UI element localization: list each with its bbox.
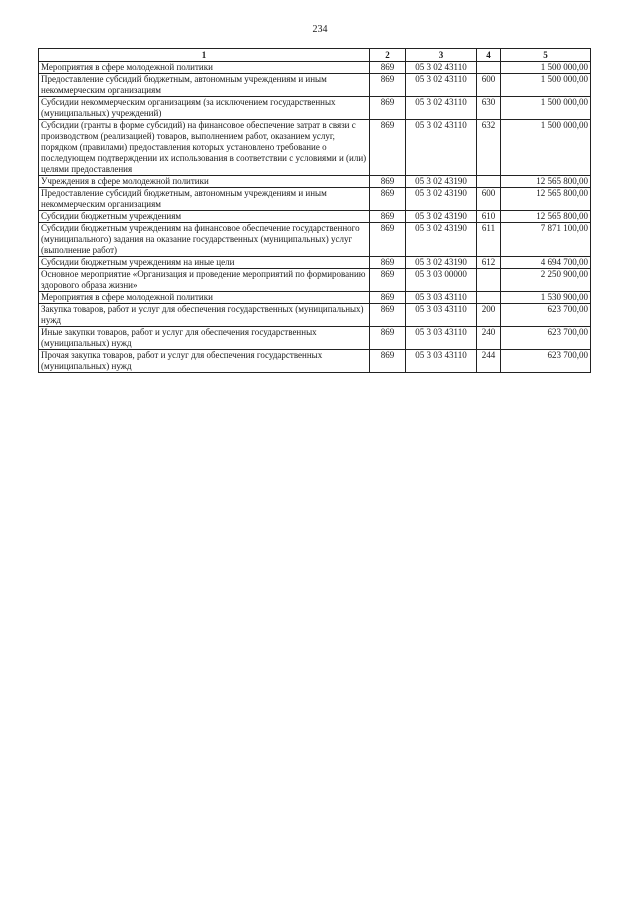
row-name-cell: Субсидии бюджетным учреждениям (39, 211, 370, 223)
row-article-cell: 05 3 03 43110 (406, 350, 477, 373)
row-type-cell (477, 62, 501, 74)
table-row (39, 350, 591, 373)
row-name-cell: Субсидии бюджетным учреждениям на финансовое обеспечение государственного (муниципального) задания на оказание государственных (муниципальных) услуг (выполнение работ) (39, 223, 370, 257)
row-code-cell: 869 (370, 62, 406, 74)
row-code-cell: 869 (370, 327, 406, 350)
column-header-5: 5 (501, 49, 591, 62)
row-type-cell: 244 (477, 350, 501, 373)
row-code-cell: 869 (370, 120, 406, 176)
table-row (39, 176, 591, 188)
row-amount-cell: 1 500 000,00 (501, 62, 591, 74)
row-article-cell: 05 3 02 43110 (406, 74, 477, 97)
row-article-cell: 05 3 02 43190 (406, 257, 477, 269)
table-header-row (39, 49, 591, 62)
row-article-cell: 05 3 03 43110 (406, 304, 477, 327)
row-type-cell: 200 (477, 304, 501, 327)
row-amount-cell: 1 500 000,00 (501, 74, 591, 97)
row-article-cell: 05 3 02 43110 (406, 120, 477, 176)
row-article-cell: 05 3 03 43110 (406, 327, 477, 350)
row-article-cell: 05 3 02 43190 (406, 188, 477, 211)
page-number: 234 (312, 24, 328, 35)
table-row (39, 188, 591, 211)
table-row (39, 62, 591, 74)
row-name-cell: Предоставление субсидий бюджетным, автономным учреждениям и иным некоммерческим организациям (39, 74, 370, 97)
column-header-2: 2 (370, 49, 406, 62)
row-name-cell: Субсидии бюджетным учреждениям на иные цели (39, 257, 370, 269)
table-row (39, 327, 591, 350)
row-name-cell: Мероприятия в сфере молодежной политики (39, 62, 370, 74)
column-header-4: 4 (477, 49, 501, 62)
table-row (39, 292, 591, 304)
row-amount-cell: 1 530 900,00 (501, 292, 591, 304)
row-name-cell: Субсидии некоммерческим организациям (за исключением государственных (муниципальных) учреждений) (39, 97, 370, 120)
row-amount-cell: 1 500 000,00 (501, 97, 591, 120)
row-code-cell: 869 (370, 292, 406, 304)
row-name-cell: Мероприятия в сфере молодежной политики (39, 292, 370, 304)
row-type-cell: 632 (477, 120, 501, 176)
row-type-cell (477, 176, 501, 188)
row-code-cell: 869 (370, 74, 406, 97)
row-type-cell: 610 (477, 211, 501, 223)
table-row (39, 257, 591, 269)
row-code-cell: 869 (370, 257, 406, 269)
row-code-cell: 869 (370, 269, 406, 292)
row-code-cell: 869 (370, 211, 406, 223)
row-name-cell: Иные закупки товаров, работ и услуг для обеспечения государственных (муниципальных) нужд (39, 327, 370, 350)
row-amount-cell: 623 700,00 (501, 350, 591, 373)
row-name-cell: Прочая закупка товаров, работ и услуг для обеспечения государственных (муниципальных) нужд (39, 350, 370, 373)
budget-table (38, 48, 591, 373)
row-type-cell (477, 292, 501, 304)
row-code-cell: 869 (370, 223, 406, 257)
row-article-cell: 05 3 03 00000 (406, 269, 477, 292)
row-type-cell: 611 (477, 223, 501, 257)
row-code-cell: 869 (370, 304, 406, 327)
table-row (39, 304, 591, 327)
row-name-cell: Предоставление субсидий бюджетным, автономным учреждениям и иным некоммерческим организациям (39, 188, 370, 211)
row-type-cell (477, 269, 501, 292)
row-amount-cell: 12 565 800,00 (501, 188, 591, 211)
row-code-cell: 869 (370, 176, 406, 188)
row-type-cell: 240 (477, 327, 501, 350)
row-amount-cell: 12 565 800,00 (501, 211, 591, 223)
table-row (39, 120, 591, 176)
row-type-cell: 600 (477, 74, 501, 97)
row-amount-cell: 623 700,00 (501, 327, 591, 350)
table-row (39, 74, 591, 97)
row-code-cell: 869 (370, 350, 406, 373)
table-row (39, 269, 591, 292)
row-article-cell: 05 3 02 43190 (406, 223, 477, 257)
table-row (39, 211, 591, 223)
row-amount-cell: 1 500 000,00 (501, 120, 591, 176)
row-article-cell: 05 3 02 43110 (406, 62, 477, 74)
row-code-cell: 869 (370, 97, 406, 120)
row-code-cell: 869 (370, 188, 406, 211)
row-type-cell: 612 (477, 257, 501, 269)
row-article-cell: 05 3 02 43110 (406, 97, 477, 120)
row-amount-cell: 2 250 900,00 (501, 269, 591, 292)
row-type-cell: 630 (477, 97, 501, 120)
column-header-1: 1 (39, 49, 370, 62)
table-row (39, 97, 591, 120)
row-amount-cell: 623 700,00 (501, 304, 591, 327)
row-name-cell: Субсидии (гранты в форме субсидий) на финансовое обеспечение затрат в связи с производством (реализацией) товаров, выполнением работ, оказанием услуг, порядком (правилами) предоставления которых установлено требование о последующем подтверждении их использования в соответствии с условиями и (или) целями предоставления (39, 120, 370, 176)
row-name-cell: Закупка товаров, работ и услуг для обеспечения государственных (муниципальных) нужд (39, 304, 370, 327)
row-name-cell: Основное мероприятие «Организация и проведение мероприятий по формированию здорового образа жизни» (39, 269, 370, 292)
row-type-cell: 600 (477, 188, 501, 211)
row-amount-cell: 4 694 700,00 (501, 257, 591, 269)
row-amount-cell: 12 565 800,00 (501, 176, 591, 188)
row-article-cell: 05 3 02 43190 (406, 176, 477, 188)
table-row (39, 223, 591, 257)
row-name-cell: Учреждения в сфере молодежной политики (39, 176, 370, 188)
row-amount-cell: 7 871 100,00 (501, 223, 591, 257)
row-article-cell: 05 3 02 43190 (406, 211, 477, 223)
row-article-cell: 05 3 03 43110 (406, 292, 477, 304)
column-header-3: 3 (406, 49, 477, 62)
